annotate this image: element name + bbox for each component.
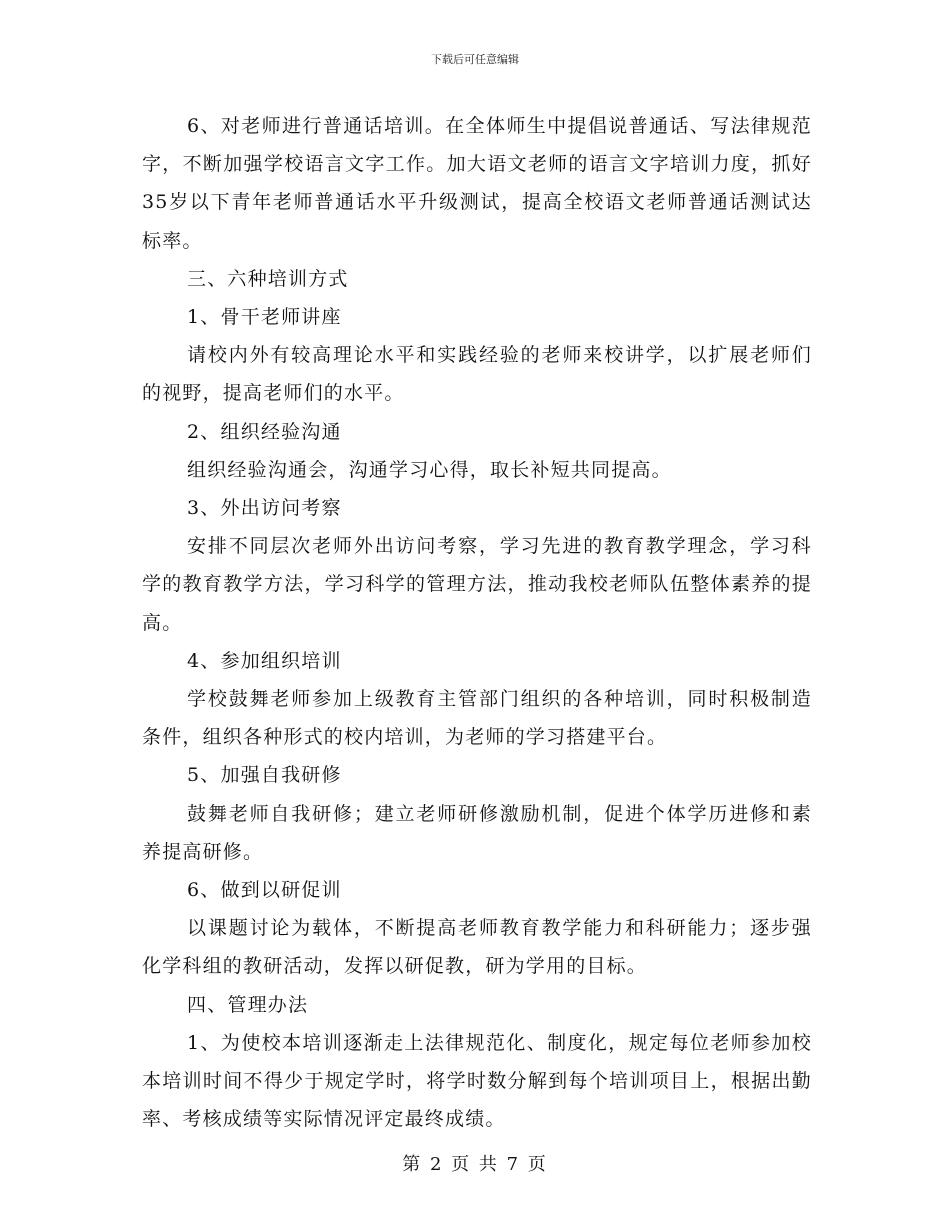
page-number-footer: 第 2 页 共 7 页 (402, 1154, 548, 1175)
paragraph-self-study: 鼓舞老师自我研修；建立老师研修激励机制，促进个体学历进修和素养提高研修。 (142, 802, 812, 863)
subheading-self-study: 5、加强自我研修 (187, 764, 342, 787)
subheading-organized-training: 4、参加组织培训 (187, 649, 342, 672)
heading-management-methods: 四、管理办法 (187, 993, 309, 1016)
paragraph-research-driven-training: 以课题讨论为载体，不断提高老师教育教学能力和科研能力；逐步强化学科组的教研活动，发挥以研促教，研为学用的目标。 (142, 917, 812, 978)
paragraph-lectures: 请校内外有较高理论水平和实践经验的老师来校讲学，以扩展老师们的视野，提高老师们的水平。 (142, 344, 812, 405)
paragraph-organized-training: 学校鼓舞老师参加上级教育主管部门组织的各种培训，同时积极制造条件，组织各种形式的校内培训，为老师的学习搭建平台。 (142, 688, 812, 749)
paragraph-external-visits: 安排不同层次老师外出访问考察，学习先进的教育教学理念，学习科学的教育教学方法，学习科学的管理方法，推动我校老师队伍整体素养的提高。 (142, 535, 812, 634)
subheading-backbone-teacher-lectures: 1、骨干老师讲座 (187, 306, 342, 329)
subheading-experience-exchange: 2、组织经验沟通 (187, 420, 342, 443)
document-body (142, 107, 812, 1138)
paragraph-experience-exchange: 组织经验沟通会，沟通学习心得，取长补短共同提高。 (187, 458, 672, 481)
subheading-research-driven-training: 6、做到以研促训 (187, 879, 342, 902)
page-header: 下载后可任意编辑 (431, 53, 519, 66)
heading-six-training-methods: 三、六种培训方式 (187, 267, 349, 290)
subheading-external-visits: 3、外出访问考察 (187, 497, 342, 520)
paragraph-mandarin-training: 6、对老师进行普通话培训。在全体师生中提倡说普通话、写法律规范字，不断加强学校语言文字工作。加大语文老师的语言文字培训力度，抓好35岁以下青年老师普通话水平升级测试，提高全校语文老师普通话测试达标率。 (142, 115, 812, 252)
paragraph-management-rule-1: 1、为使校本培训逐渐走上法律规范化、制度化，规定每位老师参加校本培训时间不得少于规定学时，将学时数分解到每个培训项目上，根据出勤率、考核成绩等实际情况评定最终成绩。 (142, 1031, 812, 1131)
